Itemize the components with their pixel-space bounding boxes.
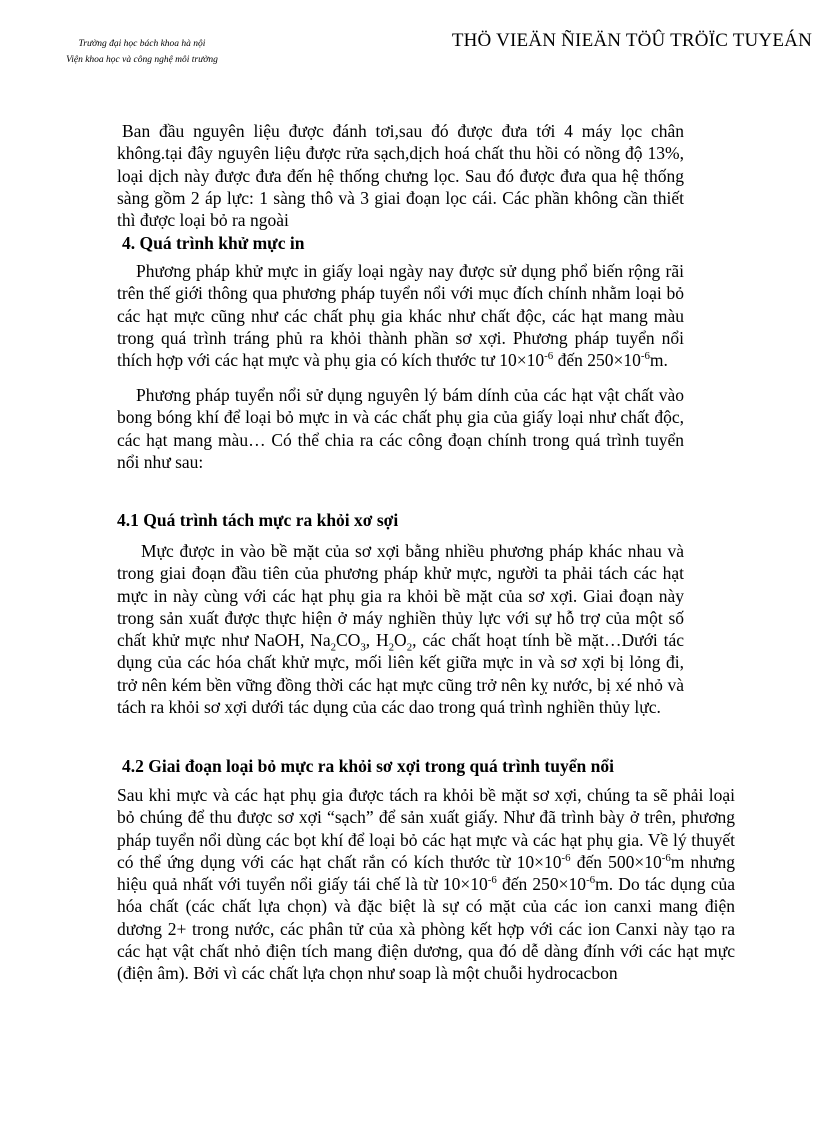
heading-section-4: 4. Quá trình khử mực in [122, 233, 305, 253]
heading-section-4-1: 4.1 Quá trình tách mực ra khỏi xơ sợi [117, 510, 399, 530]
paragraph-ink-separation: Mực được in vào bề mặt của sơ xợi bằng nhiều phương pháp khác nhau và trong giai đoạn đầu tiên của phương pháp khử mực, người ta phải tách các hạt mực in này cùng với các hạt phụ gia ra khỏi bề mặt của sơ xợi. Giai đoạn này trong sản xuất được thực hiện ở máy nghiền thủy lực với sự hỗ trợ của một số chất khử mực như NaOH, $Na_2CO_3$, $H_2O_2$, các chất hoạt tính bề mặt…Dưới tác dụng của các hóa chất khử mực, mối liên kết giữa mực in và sơ xợi bị lỏng đi, trở nên kém bền vững đồng thời các hạt mực cũng trở nên kỵ nước, bị xé nhỏ và tách ra khỏi sơ xợi dưới tác dụng của các dao trong quá trình nghiền thủy lực. [117, 541, 685, 718]
header-institute: Viện khoa học và công nghệ môi trường [66, 55, 218, 65]
paragraph-flotation-principle: Phương pháp tuyển nổi sử dụng nguyên lý bám dính của các hạt vật chất vào bong bóng khí để loại bỏ mực in và các chất phụ gia của giấy loại như chất độc, các hạt mang màu… Có thể chia ra các công đoạn chính trong quá trình tuyển nổi như sau: [117, 385, 684, 472]
header-institution [22, 36, 262, 68]
paragraph-intro: Ban đầu nguyên liệu được đánh tơi,sau đó được đưa tới 4 máy lọc chân không.tại đây nguyên liệu được rửa sạch,dịch hoá chất thu hồi có nồng độ 13%, loại dịch này được đưa đến hệ thống chưng lọc. Sau đó được đưa qua hệ thống sàng gồm 2 áp lực: 1 sàng thô và 3 giai đoạn lọc cái. Các phần không cần thiết thì được loại bỏ ra ngoài [117, 121, 684, 231]
heading-section-4-2: 4.2 Giai đoạn loại bỏ mực ra khỏi sơ xợi trong quá trình tuyển nổi [122, 756, 614, 776]
paragraph-deinking-method: Phương pháp khử mực in giấy loại ngày nay được sử dụng phổ biến rộng rãi trên thế giới thông qua phương pháp tuyển nổi với mục đích chính nhằm loại bỏ các hạt mực cũng như các chất phụ gia khác như chất độc, các hạt mang màu trong quá trình tráng phủ ra khỏi thành phần sơ xợi. Phương pháp tuyển nổi thích hợp với các hạt mực và phụ gia có kích thước tư $10\times 10^{-6}$ đến $250\times 10^{-6}m$. [117, 261, 684, 371]
header-library-title: THÖ VIEÄN ÑIEÄN TÖÛ TRÖÏC TUYEÁN [451, 30, 812, 51]
header-university: Trường đại học bách khoa hà nội [78, 39, 206, 49]
paragraph-ink-removal-flotation: Sau khi mực và các hạt phụ gia được tách ra khỏi bề mặt sơ xợi, chúng ta sẽ phải loại bỏ chúng để thu được sơ xợi “sạch” để sản xuất giấy. Như đã trình bày ở trên, phương pháp tuyển nổi dùng các bọt khí để loại bỏ các hạt mực và các hạt phụ gia. Về lý thuyết có thể ứng dụng với các hạt chất rắn có kích thước từ $10\times 10^{-6}$ đến $500\times 10^{-6}m$ nhưng hiệu quả nhất với tuyển nổi giấy tái chế là từ $10\times 10^{-6}$ đến $250\times 10^{-6}m$. Do tác dụng của hóa chất (các chất lựa chọn) và đặc biệt là sự có mặt của các ion canxi mang điện dương 2+ trong nước, các phân tử của xà phòng kết hợp với các ion Canxi này tạo ra các hạt vật chất nhỏ điện tích mang điện dương, qua đó dễ dàng đính với các hạt mực (điện âm). Bởi vì các chất lựa chọn như soap là một chuỗi hydrocacbon [117, 785, 736, 984]
